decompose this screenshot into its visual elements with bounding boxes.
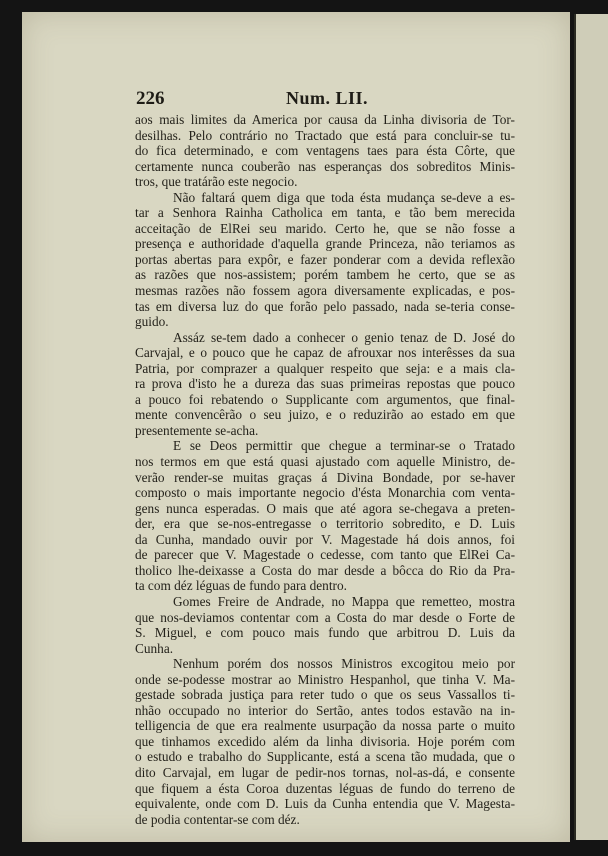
text-line: de parecer que V. Magestade o cedesse, com tanto que ElRei Ca- [135, 547, 515, 563]
text-line: nhão occupado no interior do Sertão, antes todos estavão na in- [135, 702, 515, 718]
running-title: Num. LII. [286, 88, 369, 108]
text-line: S. Miguel, e com pouco mais fundo que arbitrou D. Luis da [135, 625, 515, 641]
text-line: Nenhum porém dos nossos Ministros excogitou meio por [173, 656, 515, 672]
text-line: guido. [135, 314, 169, 330]
text-line: o estudo e trabalho do Supplicante, está a scena tão mudada, que o [135, 749, 515, 765]
text-line: Cunha. [135, 640, 174, 656]
text-line: tholico lhe-deixasse a Costa do mar desde a bôcca do Rio da Pra- [135, 562, 515, 578]
text-line: tas em diversa luz do que forão pelo passado, nada se-teria conse- [135, 298, 515, 314]
paragraph [135, 656, 515, 827]
text-line: der, era que se-nos-entregasse o territorio sobredito, e D. Luis [135, 516, 515, 532]
text-line: Não faltará quem diga que toda ésta mudança se-deve a es- [173, 189, 515, 205]
text-line: tros, que tratárão este negocio. [135, 174, 298, 190]
paragraph [135, 594, 515, 656]
text-line: tar a Senhora Rainha Catholica em tanta, e tão bem merecida [135, 205, 515, 221]
text-line: presença e authoridade d'aquella grande Princeza, não teriamos as [135, 236, 515, 252]
text-line: verão render-se muitas graças á Divina Bondade, por se-haver [135, 469, 515, 485]
paragraph [135, 112, 515, 190]
text-line: equivalente, onde com D. Luis da Cunha entendia que V. Magesta- [135, 796, 515, 812]
text-line: da Cunha, mandado ouvir por V. Magestade há dois annos, foi [135, 531, 515, 547]
text-line: presentemente se-acha. [135, 422, 259, 438]
text-line: que fiquem a ésta Coroa duzentas léguas de fundo do terreno de [135, 780, 515, 796]
text-line: do fica determinado, e com ventagens taes para ésta Côrte, que [135, 143, 515, 159]
paragraph [135, 438, 515, 593]
text-line: Gomes Freire de Andrade, no Mappa que remetteo, mostra [173, 593, 515, 609]
text-line: composto o mais importante negocio d'ésta Monarchia com venta- [135, 485, 515, 501]
paragraph [135, 330, 515, 439]
text-line: certamente nunca couberão nas esperanças dos sobreditos Minis- [135, 158, 515, 174]
text-line: gens nunca esperadas. O mais que até agora se-chegava a preten- [135, 500, 515, 516]
text-line: ra prova d'isto he a dureza das suas primeiras repostas que pouco [135, 376, 515, 392]
text-line: de podia contentar-se com déz. [135, 811, 300, 827]
text-line: dito Carvajal, em lugar de pedir-nos tornas, nol-as-dá, e consente [135, 764, 515, 780]
text-line: Patria, por comprazer a qualquer respeito que seja: e a mais cla- [135, 360, 515, 376]
page-header [136, 88, 516, 110]
page-number: 226 [136, 88, 165, 109]
text-line: telligencia de que era realmente usurpação da nossa parte o muito [135, 718, 515, 734]
facing-page-edge [574, 14, 608, 840]
text-line: a pouco foi rebatendo o Supplicante com argumentos, que final- [135, 391, 515, 407]
text-line: gestade sobrada justiça para reter tudo o que os seus Vassallos ti- [135, 687, 515, 703]
text-line: portas abertas para expôr, e fazer ponderar com a devida reflexão [135, 251, 515, 267]
text-line: ta com déz léguas de fundo para dentro. [135, 578, 347, 594]
text-line: acceitação de ElRei seu marido. Certo he, que se não fosse a [135, 220, 515, 236]
text-line: que nos-deviamos contentar com a Costa do mar desde o Forte de [135, 609, 515, 625]
text-line: onde se-podesse mostrar ao Ministro Hespanhol, que tinha V. Ma- [135, 671, 515, 687]
text-line: que tinhamos excedido além da linha divisoria. Hoje porém com [135, 733, 515, 749]
text-line: as razões que nos-assistem; porém tambem he certo, que se as [135, 267, 515, 283]
text-line: E se Deos permittir que chegue a terminar-se o Tratado [173, 438, 515, 454]
text-line: Assáz se-tem dado a conhecer o genio tenaz de D. José do [173, 329, 515, 345]
body-text [135, 112, 515, 827]
text-line: nos termos em que está quasi ajustado com aquelle Ministro, de- [135, 454, 515, 470]
text-line: aos mais limites da America por causa da Linha divisoria de Tor- [135, 112, 515, 127]
text-line: mente convencêrão o seu juizo, e o reduzirão ao estado em que [135, 407, 515, 423]
paragraph [135, 190, 515, 330]
text-line: Carvajal, e o pouco que he capaz de afrouxar nos interêsses da sua [135, 345, 515, 361]
text-line: mesmas razões não fossem agora diversamente explicadas, e pos- [135, 283, 515, 299]
text-line: desilhas. Pelo contrário no Tractado que está para concluir-se tu- [135, 127, 515, 143]
